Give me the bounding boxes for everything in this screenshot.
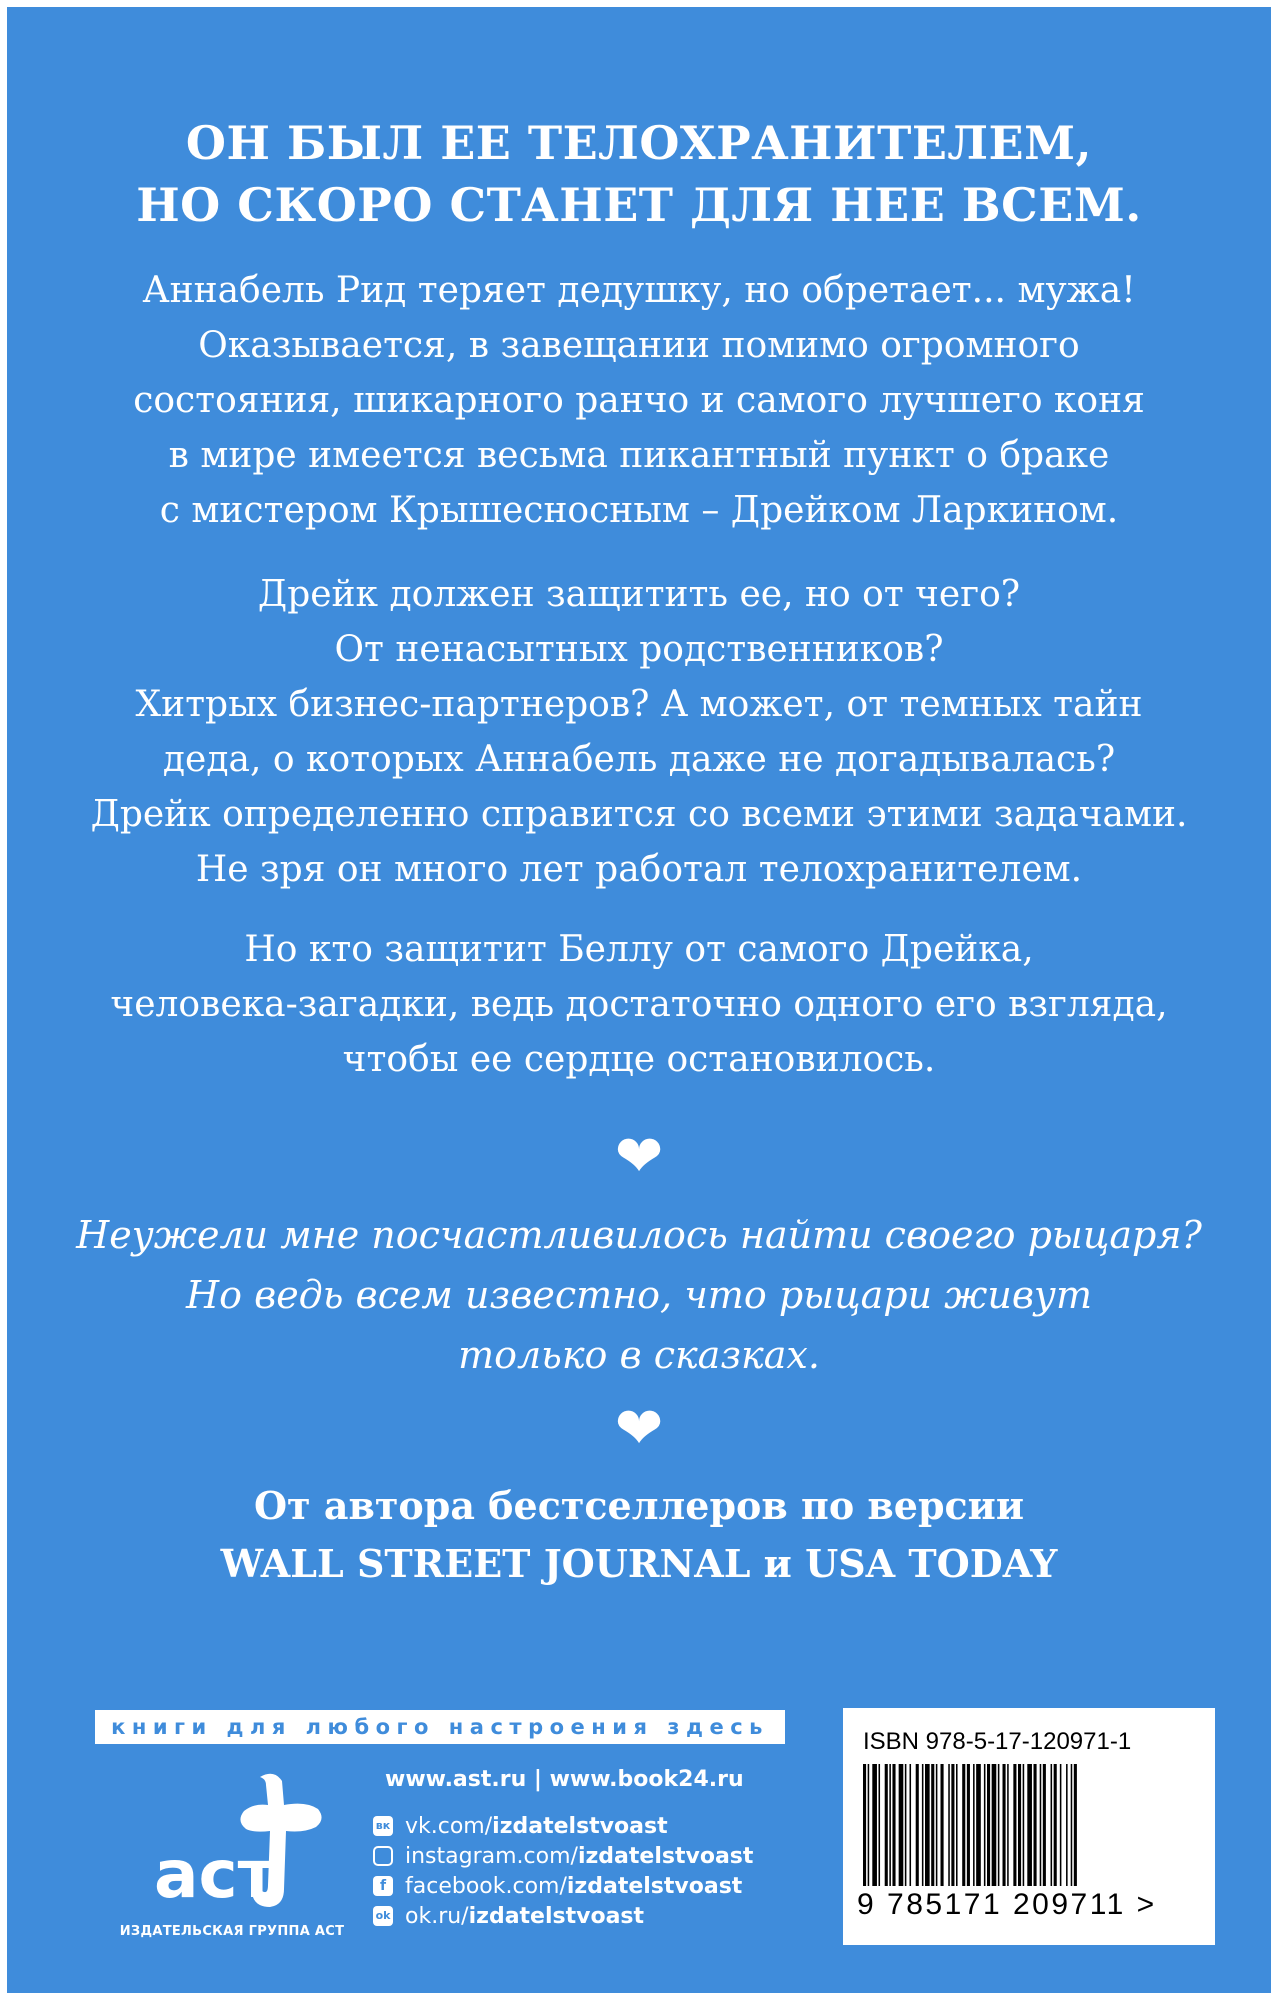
text-line: в мире имеется весьма пикантный пункт о браке [168, 435, 1110, 476]
headline-line: ОН БЫЛ ЕЕ ТЕЛОХРАНИТЕЛЕМ, [185, 116, 1093, 170]
logo-mark: аст [154, 1836, 276, 1913]
blurb-paragraph-1 [67, 263, 1211, 538]
blurb-paragraph-3 [67, 922, 1211, 1087]
quote-line: Но ведь всем известно, что рыцари живут [185, 1273, 1093, 1317]
text-line: Дрейк должен защитить ее, но от чего? [257, 574, 1021, 615]
ast-logo-icon [142, 1769, 332, 1917]
headline [7, 112, 1271, 236]
author-line: От автора бестселлеров по версии [253, 1483, 1025, 1528]
quote-line: только в сказках. [458, 1333, 820, 1377]
text-line: деда, о которых Аннабель даже не догадывалась? [162, 739, 1116, 780]
isbn-number: ISBN 978-5-17-120971-1 [863, 1728, 1132, 1755]
odnoklassniki-icon: ok [373, 1906, 393, 1926]
social-link-odnoklassniki[interactable] [373, 1901, 753, 1931]
text-line: Аннабель Рид теряет дедушку, но обретает... мужа! [142, 270, 1136, 311]
publisher-websites[interactable]: www.ast.ru | www.book24.ru [385, 1767, 744, 1792]
social-handle: izdatelstvoast [577, 1843, 754, 1869]
text-line: человека-загадки, ведь достаточно одного его взгляда, [110, 984, 1168, 1025]
social-prefix: ok.ru/ [405, 1903, 469, 1929]
logo-caption: ИЗДАТЕЛЬСКАЯ ГРУППА АСТ [119, 1924, 345, 1939]
quote-line: Неужели мне посчастливилось найти своего рыцаря? [76, 1213, 1202, 1257]
social-link-facebook[interactable] [373, 1871, 753, 1901]
text-line: с мистером Крышесносным – Дрейком Ларкином. [159, 490, 1119, 531]
text-line: Оказывается, в завещании помимо огромного [198, 325, 1080, 366]
barcode-digits: 9 785171 209711 > [857, 1888, 1157, 1921]
text-line: Хитрых бизнес-партнеров? А может, от темных тайн [135, 684, 1143, 725]
social-links [373, 1811, 753, 1931]
vk-icon: вк [373, 1816, 393, 1836]
isbn-barcode [843, 1708, 1215, 1945]
social-handle: izdatelstvoast [566, 1873, 743, 1899]
social-link-vk[interactable] [373, 1811, 753, 1841]
book-back-cover [7, 7, 1271, 1993]
heart-icon: ❤ [614, 1394, 664, 1462]
text-line: состояния, шикарного ранчо и самого лучшего коня [133, 380, 1145, 421]
text-line: Не зря он много лет работал телохранителем. [195, 849, 1083, 890]
social-prefix: vk.com/ [405, 1813, 493, 1839]
text-line: Но кто защитит Беллу от самого Дрейка, [244, 929, 1034, 970]
facebook-icon: f [373, 1876, 393, 1896]
publisher-tagline: книги для любого настроения здесь [95, 1710, 785, 1744]
heart-icon: ❤ [614, 1122, 664, 1190]
ast-logo [112, 1769, 352, 1959]
author-bestseller-line [7, 1477, 1271, 1593]
social-prefix: facebook.com/ [405, 1873, 567, 1899]
barcode-bars [863, 1764, 1197, 1886]
headline-line: НО СКОРО СТАНЕТ ДЛЯ НЕЕ ВСЕМ. [136, 178, 1142, 232]
text-line: От ненасытных родственников? [334, 629, 944, 670]
social-handle: izdatelstvoast [492, 1813, 668, 1839]
author-line: WALL STREET JOURNAL и USA TODAY [220, 1541, 1058, 1586]
blurb-paragraph-2 [67, 567, 1211, 897]
italic-quote [47, 1205, 1231, 1385]
social-link-instagram[interactable] [373, 1841, 753, 1871]
social-handle: izdatelstvoast [468, 1903, 645, 1929]
text-line: чтобы ее сердце остановилось. [342, 1039, 936, 1080]
text-line: Дрейк определенно справится со всеми этими задачами. [90, 794, 1188, 835]
social-prefix: instagram.com/ [405, 1843, 578, 1869]
instagram-icon [373, 1846, 393, 1866]
